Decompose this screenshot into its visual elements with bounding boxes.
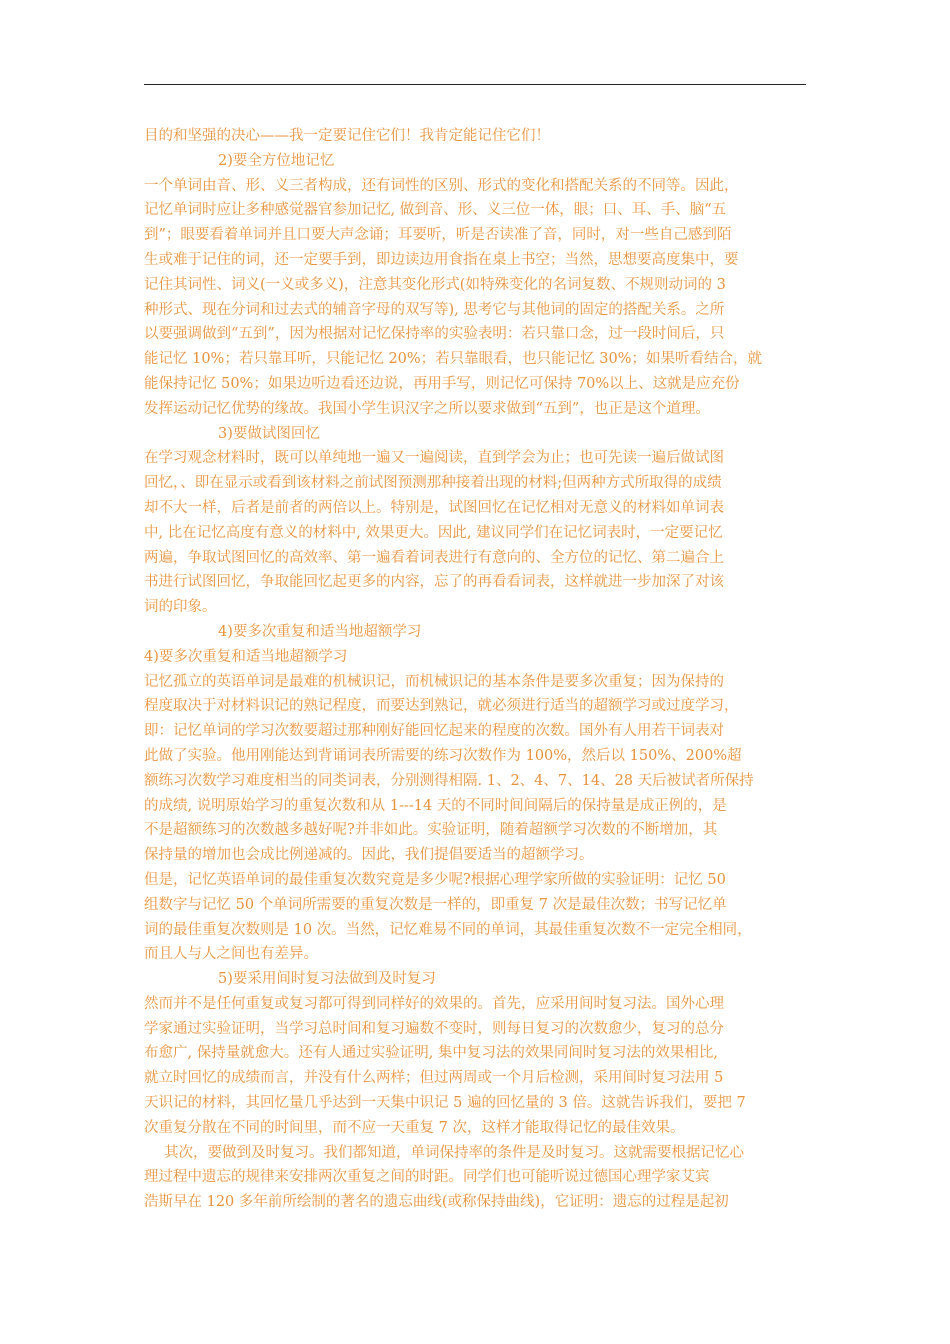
text-line: 能保持记忆 50%；如果边听边看还边说，再用手写，则记忆可保持 70%以上、这就是应充份 [144,375,740,392]
text-line: 就立时回忆的成绩而言，并没有什么两样；但过两周或一个月后检测，采用间时复习法用 5 [144,1070,724,1087]
text-line: 理过程中遗忘的规律来安排两次重复之间的时距。同学们也可能听说过德国心理学家艾宾 [144,1169,710,1186]
text-line: 以要强调做到“五到”，因为根据对记忆保持率的实验表明：若只靠口念，过一段时间后，只 [144,326,725,343]
text-line: 然而并不是任何重复或复习都可得到同样好的效果的。首先，应采用间时复习法。国外心理 [144,995,724,1012]
text-line: 到”；眼要看着单词并且口要大声念诵；耳要听，听是否读准了音，同时，对一些自己感到陌 [144,227,732,244]
section-heading: 5)要采用间时复习法做到及时复习 [218,971,436,988]
text-line: 词的最佳重复次数则是 10 次。当然，记忆难易不同的单词，其最佳重复次数不一定完全相同， [144,921,752,938]
text-line: 词的印象。 [144,599,217,616]
text-line: 记住其词性、词义(一义或多义)，注意其变化形式(如特殊变化的名词复数、不规则动词的 3 [144,276,726,293]
text-line: 布愈广, 保持量就愈大。还有人通过实验证明, 集中复习法的效果同间时复习法的效果相比, [144,1045,719,1062]
text-line: 学家通过实验证明，当学习总时间和复习遍数不变时，则每日复习的次数愈少，复习的总分 [144,1020,724,1037]
text-line: 4)要多次重复和适当地超额学习 [144,648,348,665]
text-line: 不是超额练习的次数越多越好呢?并非如此。实验证明，随着超额学习次数的不断增加，其 [144,822,718,839]
text-line: 但是，记忆英语单词的最佳重复次数究竟是多少呢?根据心理学家所做的实验证明：记忆 50 [144,871,726,888]
body-text [144,124,812,1215]
text-line: 能记忆 10%；若只靠耳听，只能记忆 20%；若只靠眼看，也只能记忆 30%；如果听看结合，就 [144,351,763,368]
text-line: 此做了实验。他用刚能达到背诵词表所需要的练习次数作为 100%，然后以 150%、200%超 [144,747,742,764]
text-line: 记忆孤立的英语单词是最难的机械识记，而机械识记的基本条件是要多次重复；因为保持的 [144,673,724,690]
text-line: 保持量的增加也会成比例递减的。因此，我们提倡要适当的超额学习。 [144,847,594,864]
text-line: 而且人与人之间也有差异。 [144,946,318,963]
text-line: 种形式、现在分词和过去式的辅音字母的双写等), 思考它与其他词的固定的搭配关系。之所 [144,301,725,318]
text-line: 生或难于记住的词，还一定要手到，即边读边用食指在桌上书空；当然，思想要高度集中，要 [144,251,739,268]
text-line: 次重复分散在不同的时间里，而不应一天重复 7 次，这样才能取得记忆的最佳效果。 [144,1119,685,1136]
text-line: 却不大一样，后者是前者的两倍以上。特别是，试图回忆在记忆相对无意义的材料如单词表 [144,499,724,516]
text-line: 额练习次数学习难度相当的同类词表，分别测得相隔. 1、2、4、7、14、28 天后被试者所保持 [144,772,754,789]
text-line: 浩斯早在 120 多年前所绘制的著名的遗忘曲线(或称保持曲线)，它证明：遗忘的过程是起初 [144,1194,729,1211]
text-line: 其次，要做到及时复习。我们都知道，单词保持率的条件是及时复习。这就需要根据记忆心 [164,1144,744,1161]
text-line: 两遍，争取试图回忆的高效率、第一遍看着词表进行有意向的、全方位的记忆、第二遍合上 [144,549,724,566]
text-line: 即：记忆单词的学习次数要超过那种刚好能回忆起来的程度的次数。国外有人用若干词表对 [144,723,724,740]
text-line: 的成绩, 说明原始学习的重复次数和从 1---14 天的不同时间间隔后的保持量是成正例的，是 [144,797,727,814]
text-line: 程度取决于对材料识记的熟记程度，而要达到熟记，就必须进行适当的超额学习或过度学习， [144,698,739,715]
text-line: 发挥运动记忆优势的缘故。我国小学生识汉字之所以要求做到“五到”，也正是这个道理。 [144,400,710,417]
text-line: 中, 比在记忆高度有意义的材料中, 效果更大。因此, 建议同学们在记忆词表时，一定要记忆 [144,524,723,541]
section-heading: 4)要多次重复和适当地超额学习 [218,623,422,640]
text-line: 目的和坚强的决心——我一定要记住它们！我肯定能记住它们！ [144,128,550,144]
text-line: 在学习观念材料时，既可以单纯地一遍又一遍阅读，直到学会为止；也可先读一遍后做试图 [144,450,724,467]
header-rule [144,84,806,85]
section-heading: 2)要全方位地记忆 [218,152,335,169]
text-line: 书进行试图回忆，争取能回忆起更多的内容，忘了的再看看词表，这样就进一步加深了对该 [144,574,724,591]
text-line: 记忆单词时应让多种感觉器官参加记忆, 做到音、形、义三位一体，眼；口、耳、手、脑“五 [144,202,727,219]
text-line: 回忆，、即在显示或看到该材料之前试图预测那种接着出现的材料;但两种方式所取得的成绩 [144,475,722,492]
text-line: 天识记的材料，其回忆量几乎达到一天集中识记 5 遍的回忆量的 3 倍。这就告诉我们，要把 7 [144,1095,746,1112]
section-heading: 3)要做试图回忆 [218,425,320,442]
text-line: 组数字与记忆 50 个单词所需要的重复次数是一样的，即重复 7 次是最佳次数；书写记忆单 [144,896,727,913]
text-line: 一个单词由音、形、义三者构成，还有词性的区别、形式的变化和搭配关系的不同等。因此， [144,177,739,194]
